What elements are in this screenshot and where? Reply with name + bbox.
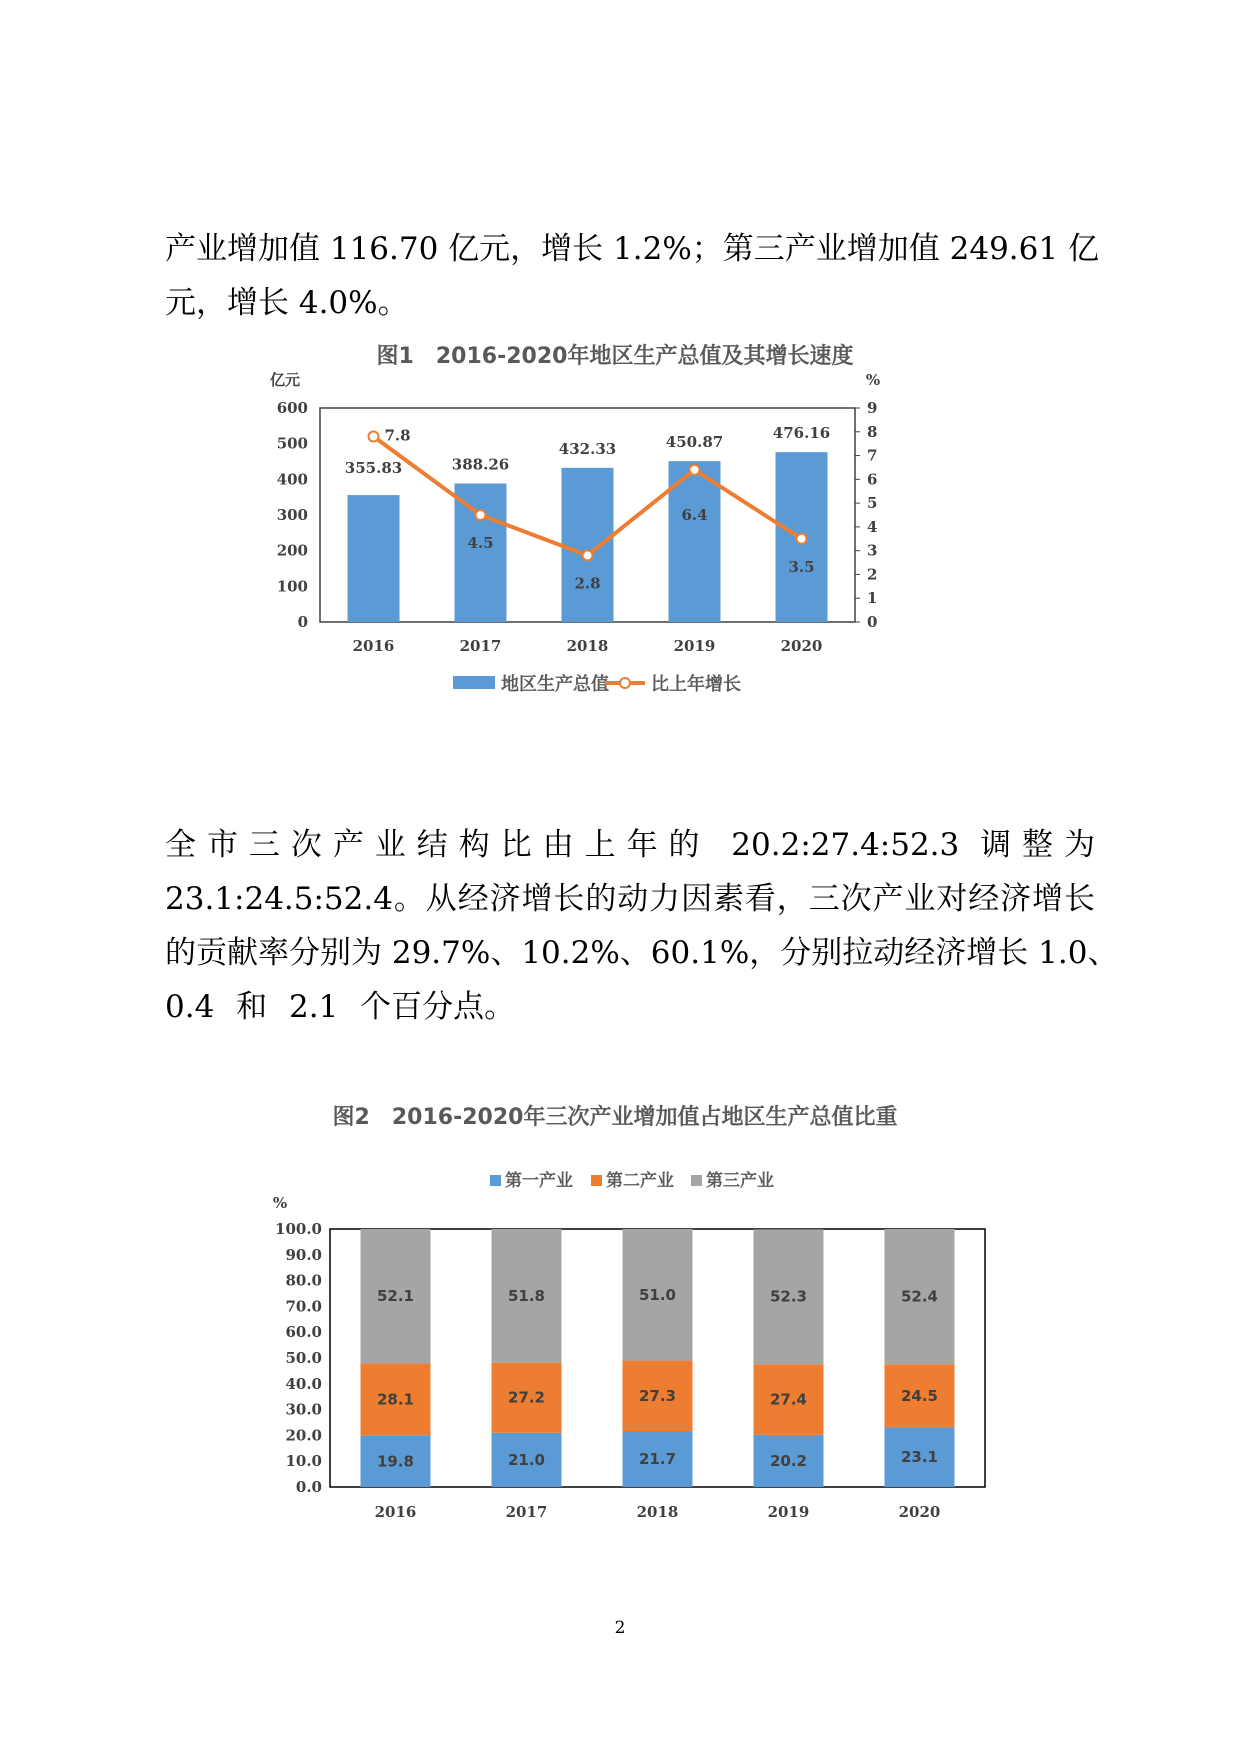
y-left-tick-label: 100 (276, 577, 308, 596)
growth-label-2020: 3.5 (788, 557, 815, 576)
chart-1-title: 图1 2016-2020年地区生产总值及其增长速度 (376, 344, 854, 369)
chart-industry-structure-svg (225, 1095, 1005, 1535)
legend-label-1: 第一产业 (505, 1171, 573, 1191)
growth-label-2016: 7.8 (384, 426, 411, 445)
bar-gdp-2017 (455, 484, 507, 622)
paragraph-1 (165, 222, 1099, 330)
y-left-unit: 亿元 (269, 371, 301, 389)
paragraph-2-line-1: 全市三次产业结构比由上年的 20.2:27.4:52.3 调整为 (165, 827, 1095, 863)
bar-label-2017: 388.26 (451, 455, 510, 474)
y-right-tick-label: 1 (867, 589, 878, 608)
legend-growth-label: 比上年增长 (651, 674, 741, 695)
legend-gdp-label: 地区生产总值 (501, 674, 609, 695)
growth-point-2020 (797, 534, 807, 544)
x-tick-label-2016: 2016 (374, 1503, 417, 1521)
segment-label-2016-1: 19.8 (376, 1452, 415, 1471)
y-tick-label: 60.0 (285, 1323, 322, 1342)
segment-label-2018-1: 21.7 (638, 1450, 677, 1469)
segment-label-2016-3: 52.1 (376, 1287, 415, 1306)
paragraph-2-line-4: 0.4 和 2.1 个百分点。 (165, 989, 516, 1025)
y-right-tick-label: 4 (867, 517, 878, 536)
bar-label-2020: 476.16 (772, 424, 831, 443)
x-tick-label-2020: 2020 (898, 1503, 941, 1521)
paragraph-2 (165, 818, 1119, 1034)
chart-gdp-growth-svg (255, 344, 975, 790)
y-tick-label: 50.0 (285, 1349, 322, 1367)
growth-point-2016 (369, 432, 379, 442)
segment-label-2020-2: 24.5 (900, 1386, 939, 1405)
growth-point-2017 (476, 510, 486, 520)
bar-gdp-2018 (562, 468, 614, 622)
segment-label-2019-1: 20.2 (769, 1451, 808, 1470)
legend-swatch-2 (591, 1175, 602, 1186)
y-left-tick-label: 500 (276, 434, 308, 453)
paragraph-1-line-1: 产业增加值 116.70 亿元，增长 1.2%；第三产业增加值 249.61 亿 (165, 231, 1099, 267)
y-left-tick-label: 200 (276, 541, 308, 560)
x-tick-label-2017: 2017 (505, 1503, 548, 1521)
bar-gdp-2016 (348, 495, 400, 622)
y-right-tick-label: 0 (867, 613, 878, 631)
legend-swatch-1 (490, 1175, 501, 1186)
y-left-tick-label: 300 (276, 506, 308, 524)
segment-label-2017-3: 51.8 (507, 1286, 546, 1305)
chart-industry-structure (225, 1095, 1005, 1535)
segment-label-2020-3: 52.4 (900, 1287, 939, 1306)
bar-label-2019: 450.87 (665, 433, 724, 452)
paragraph-2-line-3: 的贡献率分别为 29.7%、10.2%、60.1%，分别拉动经济增长 1.0、 (165, 935, 1119, 971)
y-right-tick-label: 6 (867, 470, 878, 489)
segment-label-2017-1: 21.0 (507, 1450, 546, 1469)
paragraph-1-line-2: 元，增长 4.0%。 (165, 285, 409, 321)
y-left-tick-label: 0 (297, 613, 308, 631)
y-tick-label: 0.0 (295, 1478, 322, 1496)
y-tick-label: 80.0 (285, 1271, 322, 1290)
y-tick-label: 30.0 (285, 1400, 322, 1419)
paragraph-2-line-2: 23.1:24.5:52.4。从经济增长的动力因素看，三次产业对经济增长 (165, 881, 1095, 917)
x-tick-label-2019: 2019 (673, 637, 716, 655)
y-left-tick-label: 400 (276, 470, 308, 489)
y-tick-label: 90.0 (285, 1245, 322, 1264)
bar-label-2016: 355.83 (344, 459, 403, 478)
y-right-tick-label: 8 (867, 422, 878, 441)
growth-label-2018: 2.8 (574, 574, 601, 593)
growth-label-2017: 4.5 (467, 534, 494, 552)
segment-label-2018-3: 51.0 (638, 1285, 677, 1304)
bar-label-2018: 432.33 (558, 439, 617, 458)
x-tick-label-2020: 2020 (780, 637, 823, 655)
segment-label-2019-3: 52.3 (769, 1287, 808, 1306)
x-tick-label-2017: 2017 (459, 637, 502, 655)
segment-label-2018-2: 27.3 (638, 1386, 677, 1405)
segment-label-2019-2: 27.4 (769, 1390, 808, 1409)
x-tick-label-2016: 2016 (352, 637, 395, 655)
legend-swatch-3 (691, 1175, 702, 1186)
y-tick-label: 70.0 (285, 1297, 322, 1316)
legend-label-3: 第三产业 (706, 1171, 774, 1191)
x-tick-label-2018: 2018 (566, 637, 609, 655)
legend-gdp-swatch (453, 676, 495, 689)
growth-point-2019 (690, 465, 700, 475)
y-right-tick-label: 3 (867, 541, 878, 560)
growth-point-2018 (583, 550, 593, 560)
y-right-unit: % (865, 371, 881, 389)
y-right-tick-label: 9 (867, 399, 878, 417)
chart-2-title: 图2 2016-2020年三次产业增加值占地区生产总值比重 (332, 1105, 898, 1130)
legend-label-2: 第二产业 (606, 1171, 674, 1191)
y-tick-label: 40.0 (285, 1374, 322, 1393)
x-tick-label-2019: 2019 (767, 1503, 810, 1521)
segment-label-2016-2: 28.1 (376, 1390, 415, 1409)
y-left-tick-label: 600 (276, 399, 308, 417)
chart-gdp-growth (255, 344, 975, 790)
page-number: 2 (614, 1618, 626, 1638)
y-tick-label: 10.0 (285, 1452, 322, 1471)
segment-label-2017-2: 27.2 (507, 1388, 546, 1407)
y-tick-label: 100.0 (275, 1220, 322, 1238)
y-tick-label: 20.0 (285, 1426, 322, 1445)
legend-growth-marker (620, 678, 630, 688)
y-right-tick-label: 2 (867, 565, 878, 584)
y-right-tick-label: 7 (867, 446, 878, 465)
y-right-tick-label: 5 (867, 494, 878, 513)
y-unit: % (272, 1194, 288, 1212)
x-tick-label-2018: 2018 (636, 1503, 679, 1521)
growth-label-2019: 6.4 (681, 505, 708, 524)
segment-label-2020-1: 23.1 (900, 1448, 939, 1467)
